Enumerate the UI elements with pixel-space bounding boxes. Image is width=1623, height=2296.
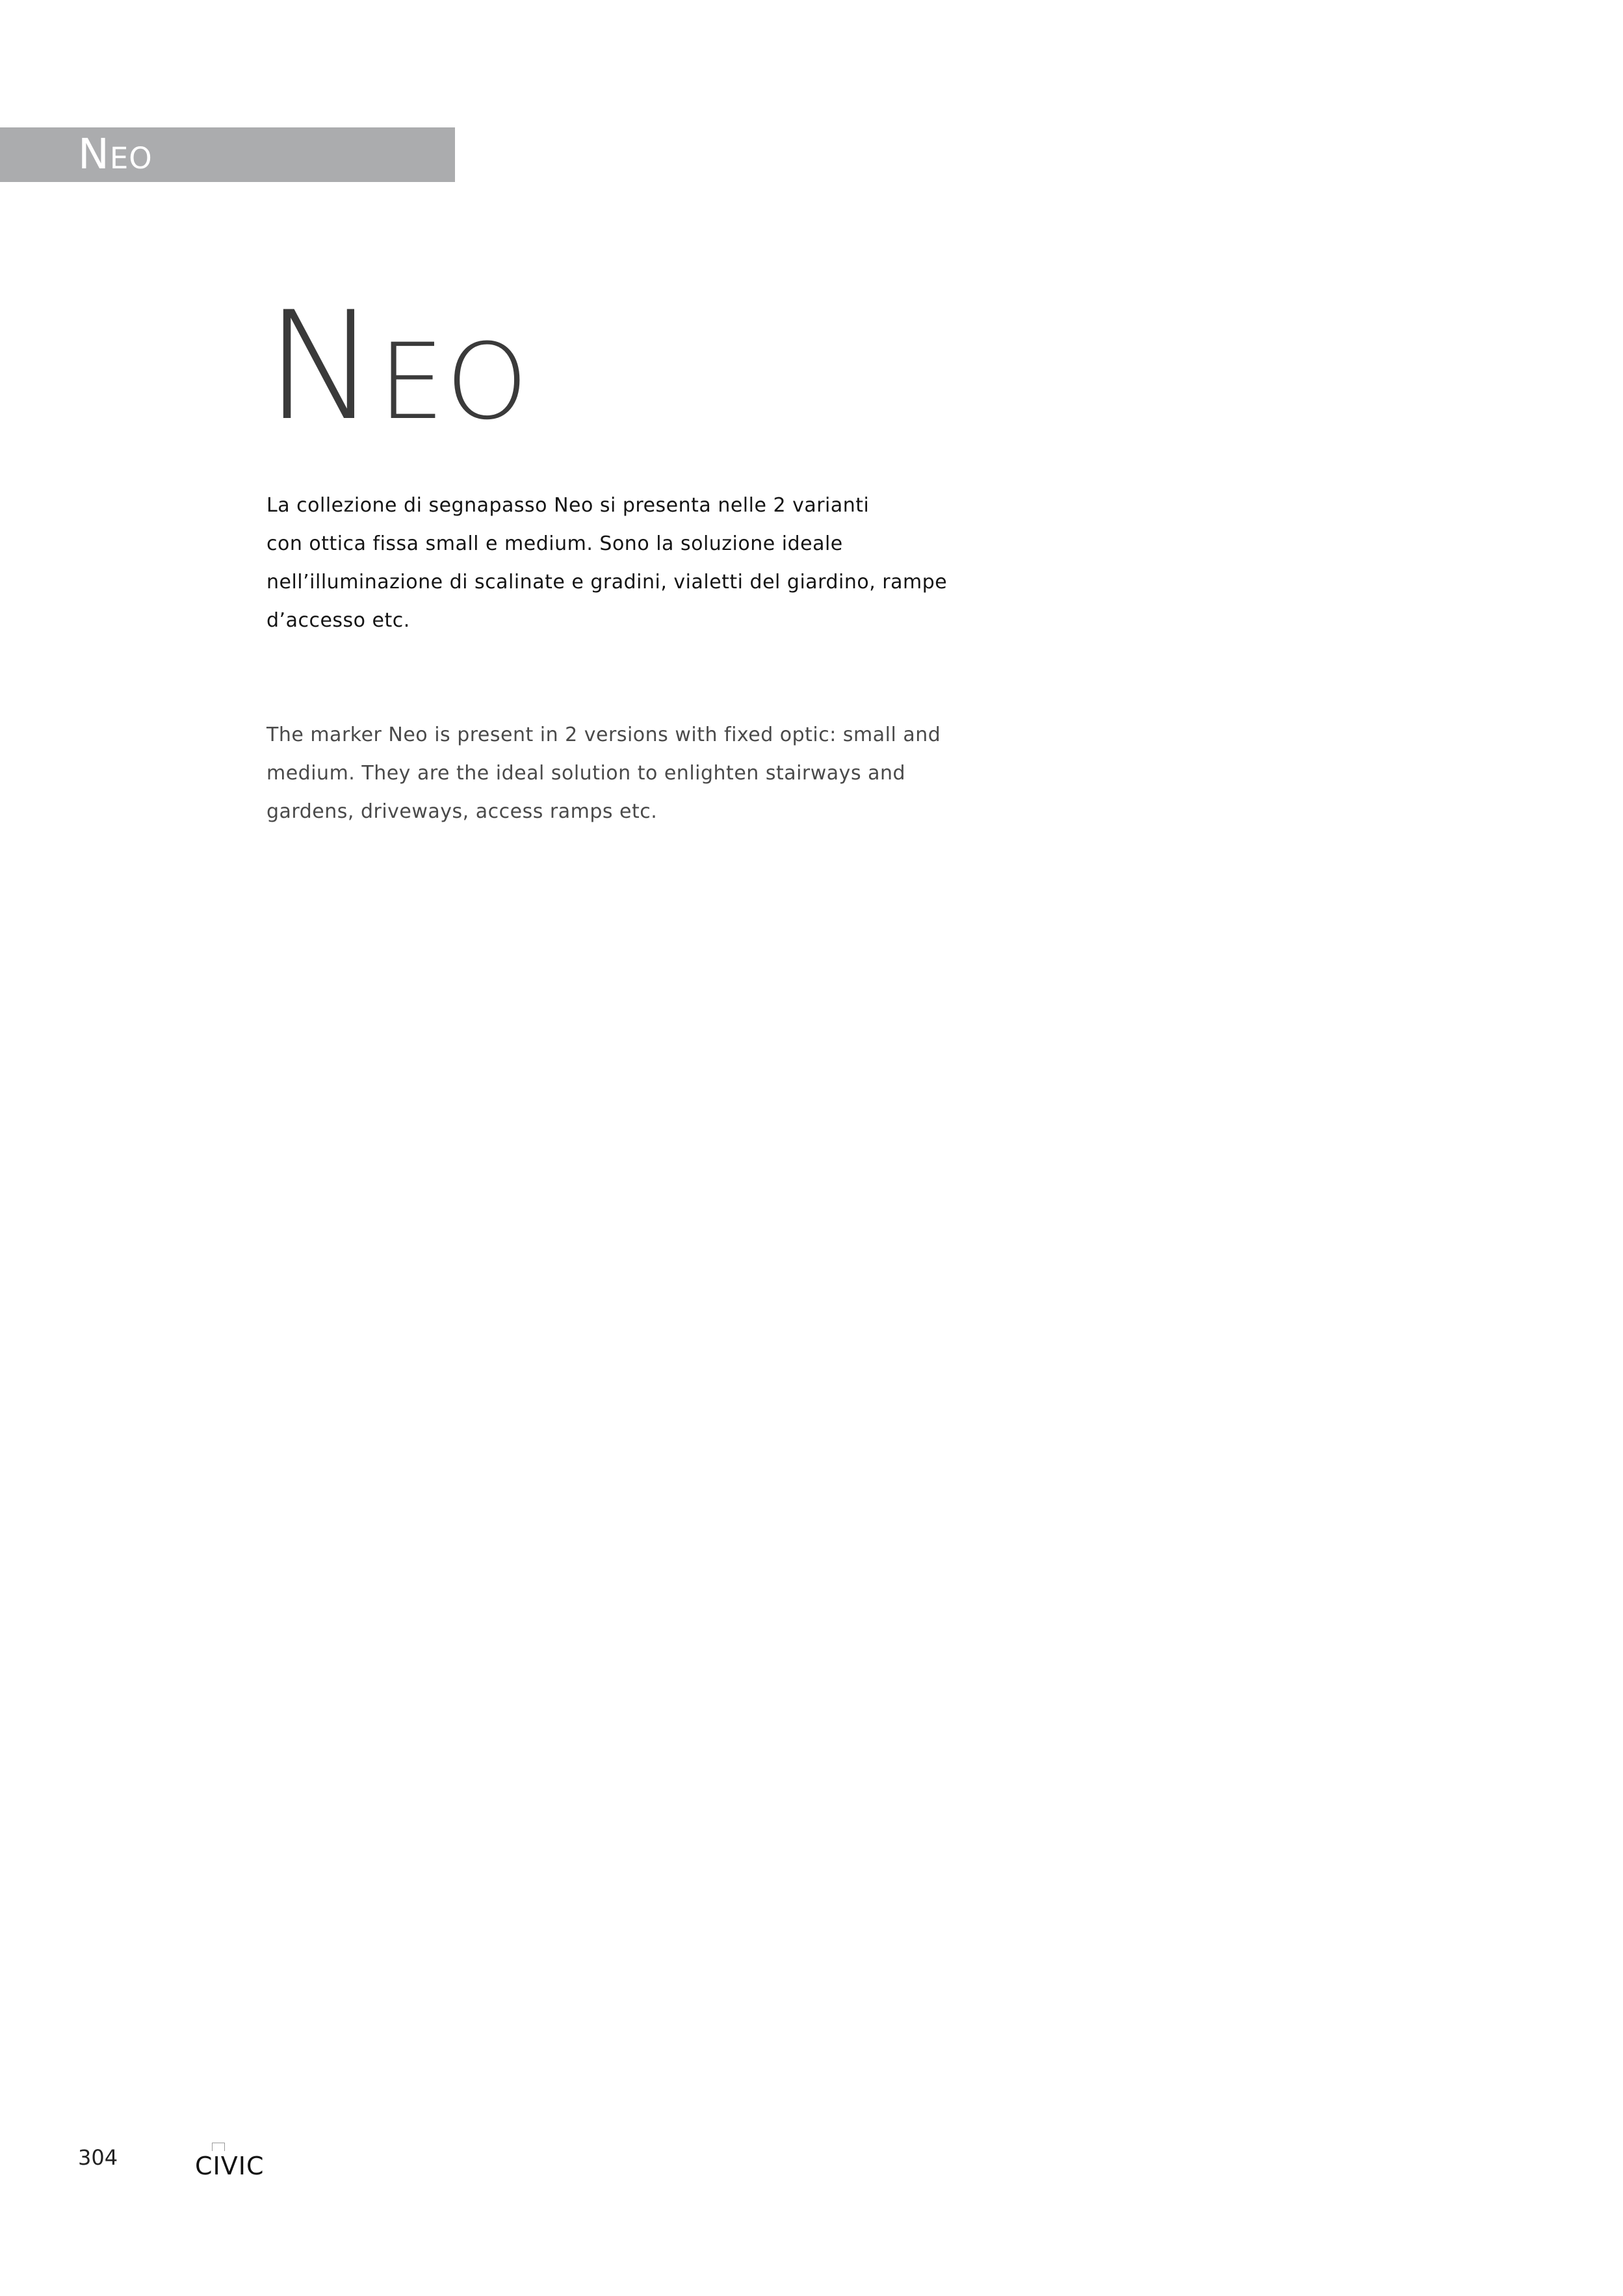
description-italian-line: con ottica fissa small e medium. Sono la soluzione ideale <box>266 532 843 555</box>
description-italian-line: d’accesso etc. <box>266 609 410 632</box>
description-english-line: gardens, driveways, access ramps etc. <box>266 800 658 823</box>
section-header-band <box>0 127 455 182</box>
brand-logo <box>195 2143 265 2180</box>
brand-logo-text: CIVIC <box>195 2152 265 2180</box>
brand-logo-mark-icon <box>212 2143 225 2151</box>
page-title: Neo <box>265 280 530 454</box>
description-english-line: medium. They are the ideal solution to enlighten stairways and <box>266 762 906 785</box>
description-english <box>266 716 949 831</box>
description-italian <box>266 486 949 640</box>
section-header-title: Neo <box>78 131 153 179</box>
description-italian-line: La collezione di segnapasso Neo si presenta nelle 2 varianti <box>266 494 870 517</box>
page-number: 304 <box>78 2145 118 2170</box>
description-italian-line: nell’illuminazione di scalinate e gradini, vialetti del giardino, rampe <box>266 571 948 594</box>
description-english-line: The marker Neo is present in 2 versions with fixed optic: small and <box>266 724 941 746</box>
